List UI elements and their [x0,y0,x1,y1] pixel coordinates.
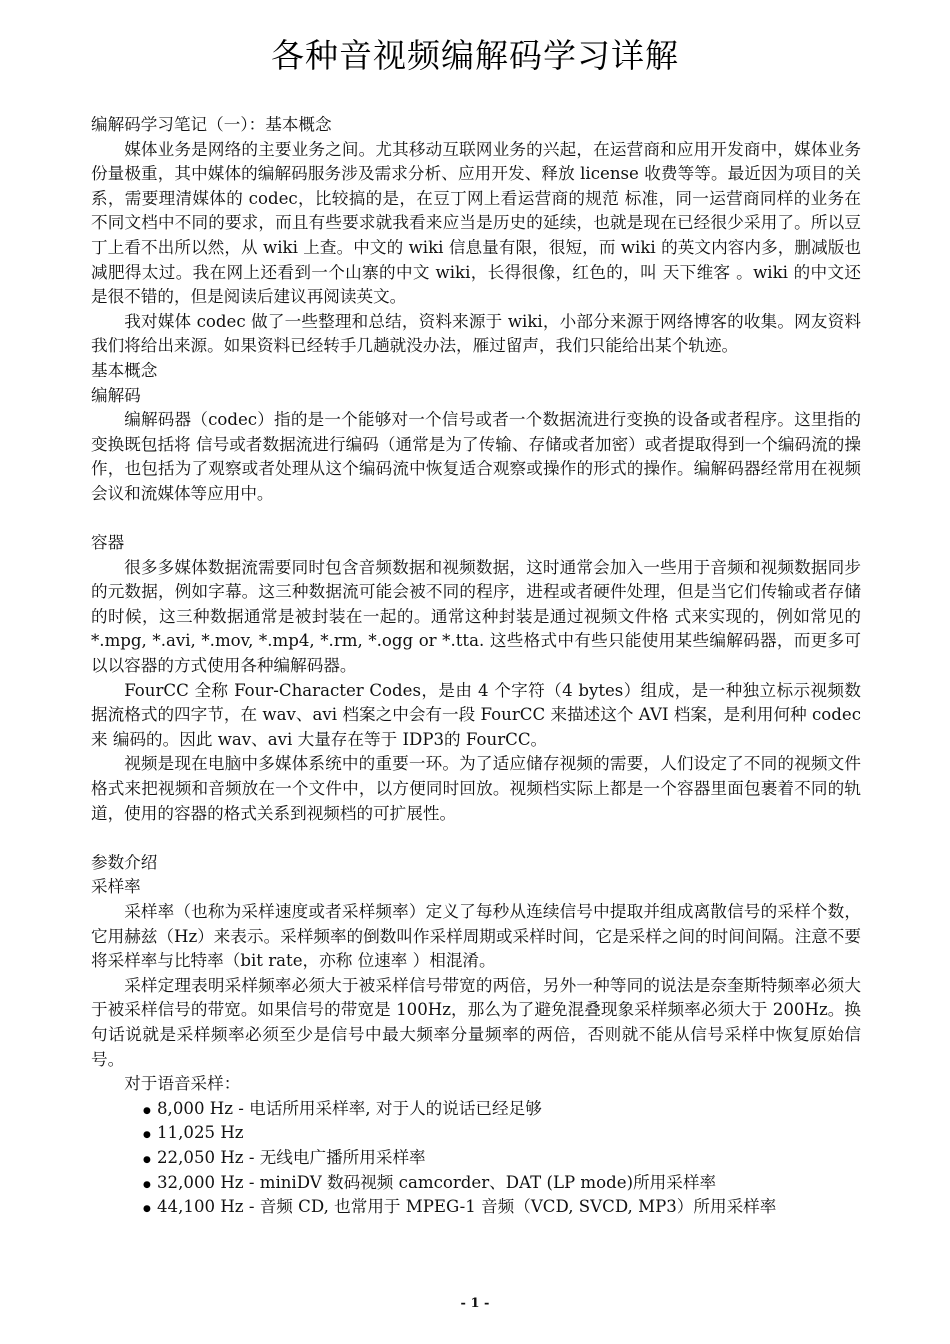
blank-line [91,826,861,851]
list-item: ● 32,000 Hz - miniDV 数码视频 camcorder、DAT (LP mode)所用采样率 [143,1171,861,1196]
document-body [91,113,861,1220]
section-heading-basic: 基本概念 [91,360,158,380]
container-paragraph-2: FourCC 全称 Four-Character Codes，是由 4 个字符（4 bytes）组成，是一种独立标示视频数据流格式的四字节，在 wav、avi 档案之中会有一段 FourCC 来描述这个 AVI 档案，是利用何种 codec 来 编码的。因此 wav、avi 大量存在等于 IDP3的 FourCC。 [91,680,861,749]
list-item: ● 44,100 Hz - 音频 CD, 也常用于 MPEG-1 音频（VCD, SVCD, MP3）所用采样率 [143,1195,861,1220]
heading-codec: 编解码 [91,385,141,405]
container-paragraph-1: 很多多媒体数据流需要同时包含音频数据和视频数据，这时通常会加入一些用于音频和视频数据同步的元数据，例如字幕。这三种数据流可能会被不同的程序，进程或者硬件处理，但是当它们传输或者存储的时候，这三种数据通常是被封装在一起的。通常这种封装是通过视频文件格 式来实现的，例如常见的*.mpg, *.avi, *.mov, *.mp4, *.rm, *.ogg or *.tta. 这些格式中有些只能使用某些编解码器，而更多可以以容器的方式使用各种编解码器。 [91,557,861,676]
sampling-paragraph-3: 对于语音采样： [124,1074,241,1094]
page-number: - 1 - [460,1296,490,1311]
sample-rate-list [91,1097,861,1220]
blank-line [91,507,861,532]
sampling-paragraph-1: 采样率（也称为采样速度或者采样频率）定义了每秒从连续信号中提取并组成离散信号的采样个数，它用赫兹（Hz）来表示。采样频率的倒数叫作采样周期或采样时间，它是采样之间的时间间隔。注意不要将采样率与比特率（bit rate，亦称 位速率 ）相混淆。 [91,902,861,971]
section-heading-params: 参数介绍 [91,852,158,872]
intro-paragraph-2: 我对媒体 codec 做了一些整理和总结，资料来源于 wiki，小部分来源于网络博客的收集。网友资料我们将给出来源。如果资料已经转手几趟就没办法，雁过留声，我们只能给出某个轨迹。 [91,311,861,356]
list-item: ● 8,000 Hz - 电话所用采样率, 对于人的说话已经足够 [143,1097,861,1122]
document-title: 各种音视频编解码学习详解 [271,36,679,75]
codec-paragraph: 编解码器（codec）指的是一个能够对一个信号或者一个数据流进行变换的设备或者程序。这里指的变换既包括将 信号或者数据流进行编码（通常是为了传输、存储或者加密）或者提取得到一个编码流的操作，也包括为了观察或者处理从这个编码流中恢复适合观察或操作的形式的操作。编解码器经常用在视频会议和流媒体等应用中。 [91,410,861,503]
heading-container: 容器 [91,533,125,553]
list-item: ● 11,025 Hz [143,1121,861,1146]
sampling-paragraph-2: 采样定理表明采样频率必须大于被采样信号带宽的两倍，另外一种等同的说法是奈奎斯特频率必须大于被采样信号的带宽。如果信号的带宽是 100Hz，那么为了避免混叠现象采样频率必须大于 200Hz。换句话说就是采样频率必须至少是信号中最大频率分量频率的两倍，否则就不能从信号采样中恢复原始信号。 [91,975,861,1069]
intro-paragraph-1: 媒体业务是网络的主要业务之间。尤其移动互联网业务的兴起，在运营商和应用开发商中，媒体业务份量极重，其中媒体的编解码服务涉及需求分析、应用开发、释放 license 收费等等。最近因为项目的关系，需要理清媒体的 codec，比较搞的是，在豆丁网上看运营商的规范 标准，同一运营商同样的业务在不同文档中不同的要求，而且有些要求就我看来应当是历史的延续，也就是现在已经很少采用了。所以豆丁上看不出所以然，从 wiki 上查。中文的 wiki 信息量有限，很短，而 wiki 的英文内容内多，删减版也减肥得太过。我在网上还看到一个山寨的中文 wiki，长得很像，红色的，叫 天下维客 。wiki 的中文还是很不错的，但是阅读后建议再阅读英文。 [91,139,861,307]
subtitle: 编解码学习笔记（一）：基本概念 [91,115,332,134]
heading-sampling: 采样率 [91,877,141,897]
container-paragraph-3: 视频是现在电脑中多媒体系统中的重要一环。为了适应储存视频的需要，人们设定了不同的视频文件格式来把视频和音频放在一个文件中，以方便同时回放。视频档实际上都是一个容器里面包裹着不同的轨道，使用的容器的格式关系到视频档的可扩展性。 [91,754,861,823]
list-item: ● 22,050 Hz - 无线电广播所用采样率 [143,1146,861,1171]
